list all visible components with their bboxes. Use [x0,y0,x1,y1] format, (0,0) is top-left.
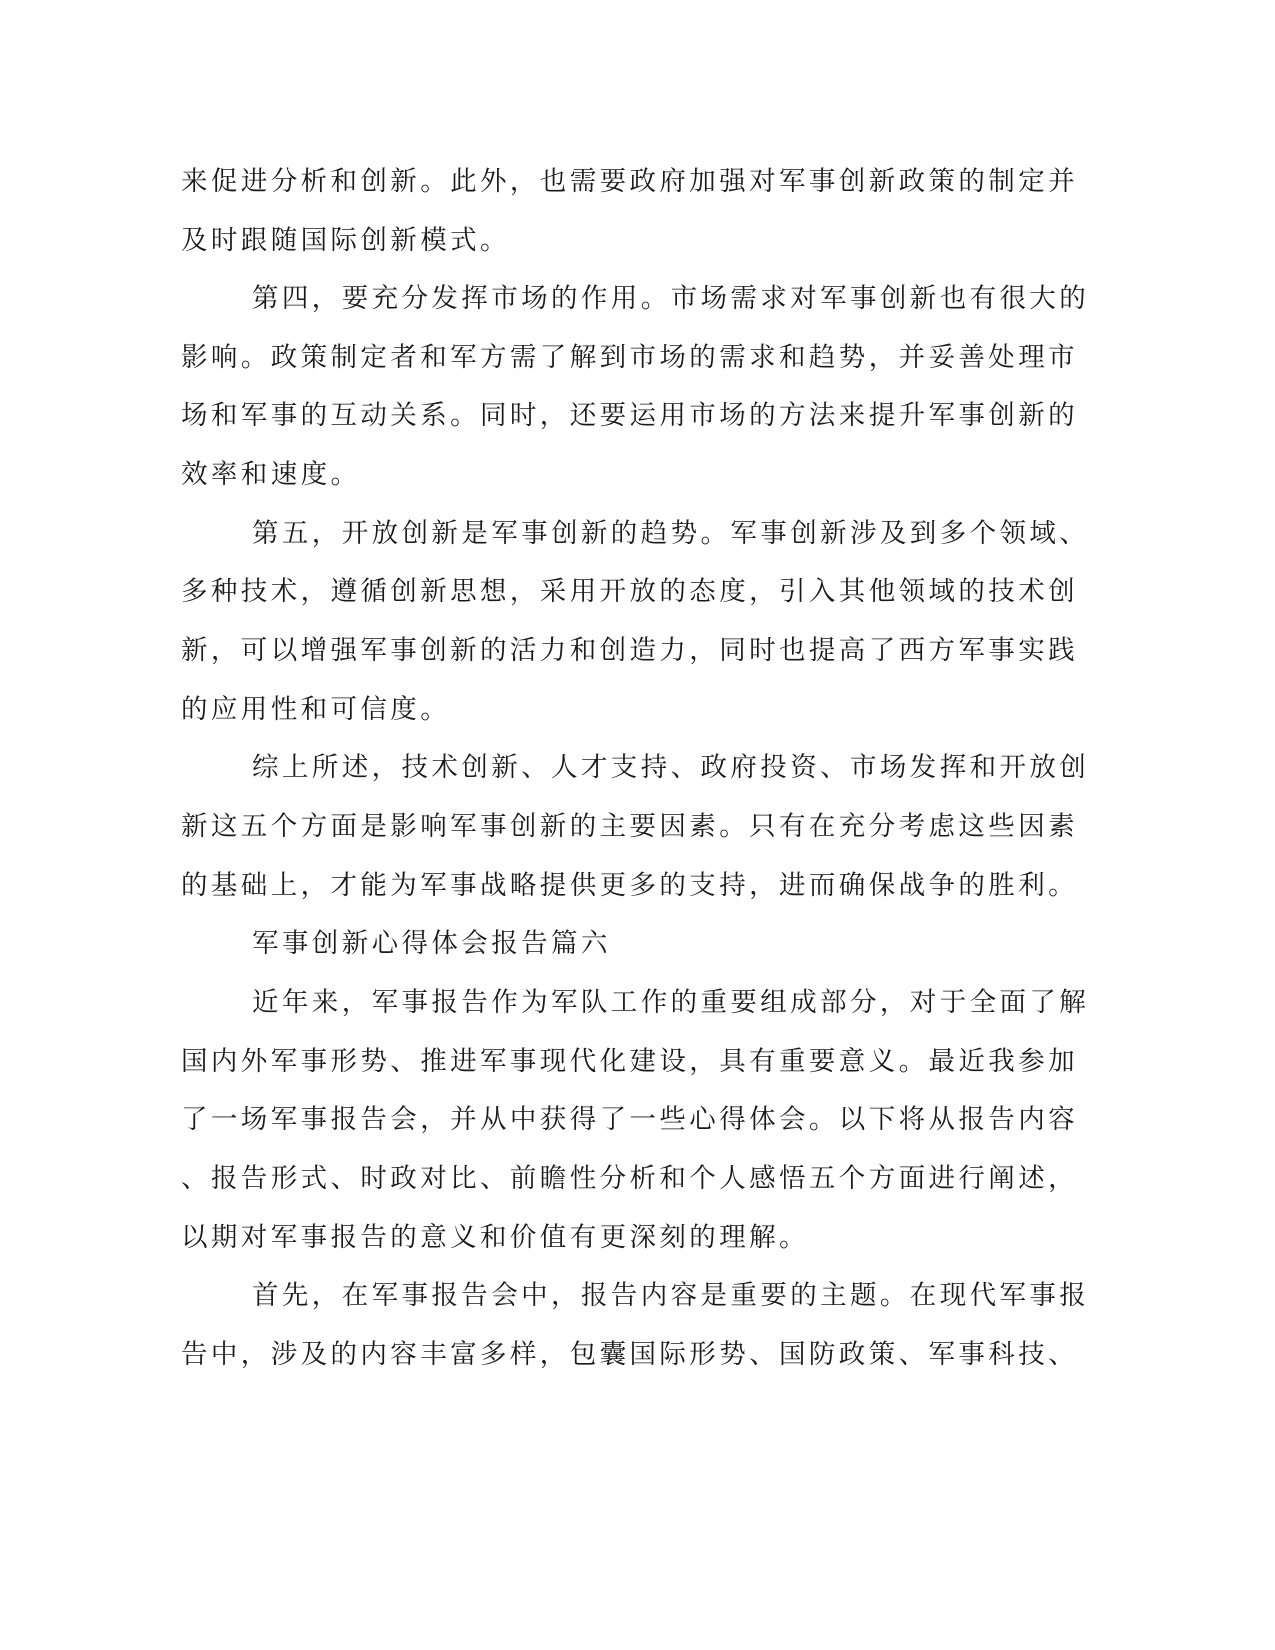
text-line: 及时跟随国际创新模式。 [181,225,510,256]
text-line: 的基础上，才能为军事战略提供更多的支持，进而确保战争的胜利。 [181,870,1078,901]
summary-paragraph-start: 综上所述，技术创新、人才支持、政府投资、市场发挥和开放创 [252,752,1090,783]
text-line: 场和军事的互动关系。同时，还要运用市场的方法来提升军事创新的 [181,400,1078,431]
text-line: 了一场军事报告会，并从中获得了一些心得体会。以下将从报告内容 [181,1104,1078,1135]
text-line: 、报告形式、时政对比、前瞻性分析和个人感悟五个方面进行阐述， [181,1163,1078,1194]
first-point-paragraph-start: 首先，在军事报告会中，报告内容是重要的主题。在现代军事报 [252,1280,1090,1311]
text-line: 告中，涉及的内容丰富多样，包囊国际形势、国防政策、军事科技、 [181,1339,1078,1370]
section-heading: 军事创新心得体会报告篇六 [252,928,611,959]
text-line: 以期对军事报告的意义和价值有更深刻的理解。 [181,1222,809,1253]
text-line: 的应用性和可信度。 [181,694,451,725]
text-line: 国内外军事形势、推进军事现代化建设，具有重要意义。最近我参加 [181,1046,1078,1077]
text-line: 新，可以增强军事创新的活力和创造力，同时也提高了西方军事实践 [181,635,1078,666]
text-line: 新这五个方面是影响军事创新的主要因素。只有在充分考虑这些因素 [181,811,1078,842]
text-line: 影响。政策制定者和军方需了解到市场的需求和趋势，并妥善处理市 [181,342,1078,373]
paragraph-4-start: 第四，要充分发挥市场的作用。市场需求对军事创新也有很大的 [252,283,1090,314]
text-line: 多种技术，遵循创新思想，采用开放的态度，引入其他领域的技术创 [181,576,1078,607]
paragraph-5-start: 第五，开放创新是军事创新的趋势。军事创新涉及到多个领域、 [252,518,1090,549]
text-line: 来促进分析和创新。此外，也需要政府加强对军事创新政策的制定并 [181,166,1078,197]
text-line: 效率和速度。 [181,459,361,490]
intro-paragraph-start: 近年来，军事报告作为军队工作的重要组成部分，对于全面了解 [252,987,1090,1018]
